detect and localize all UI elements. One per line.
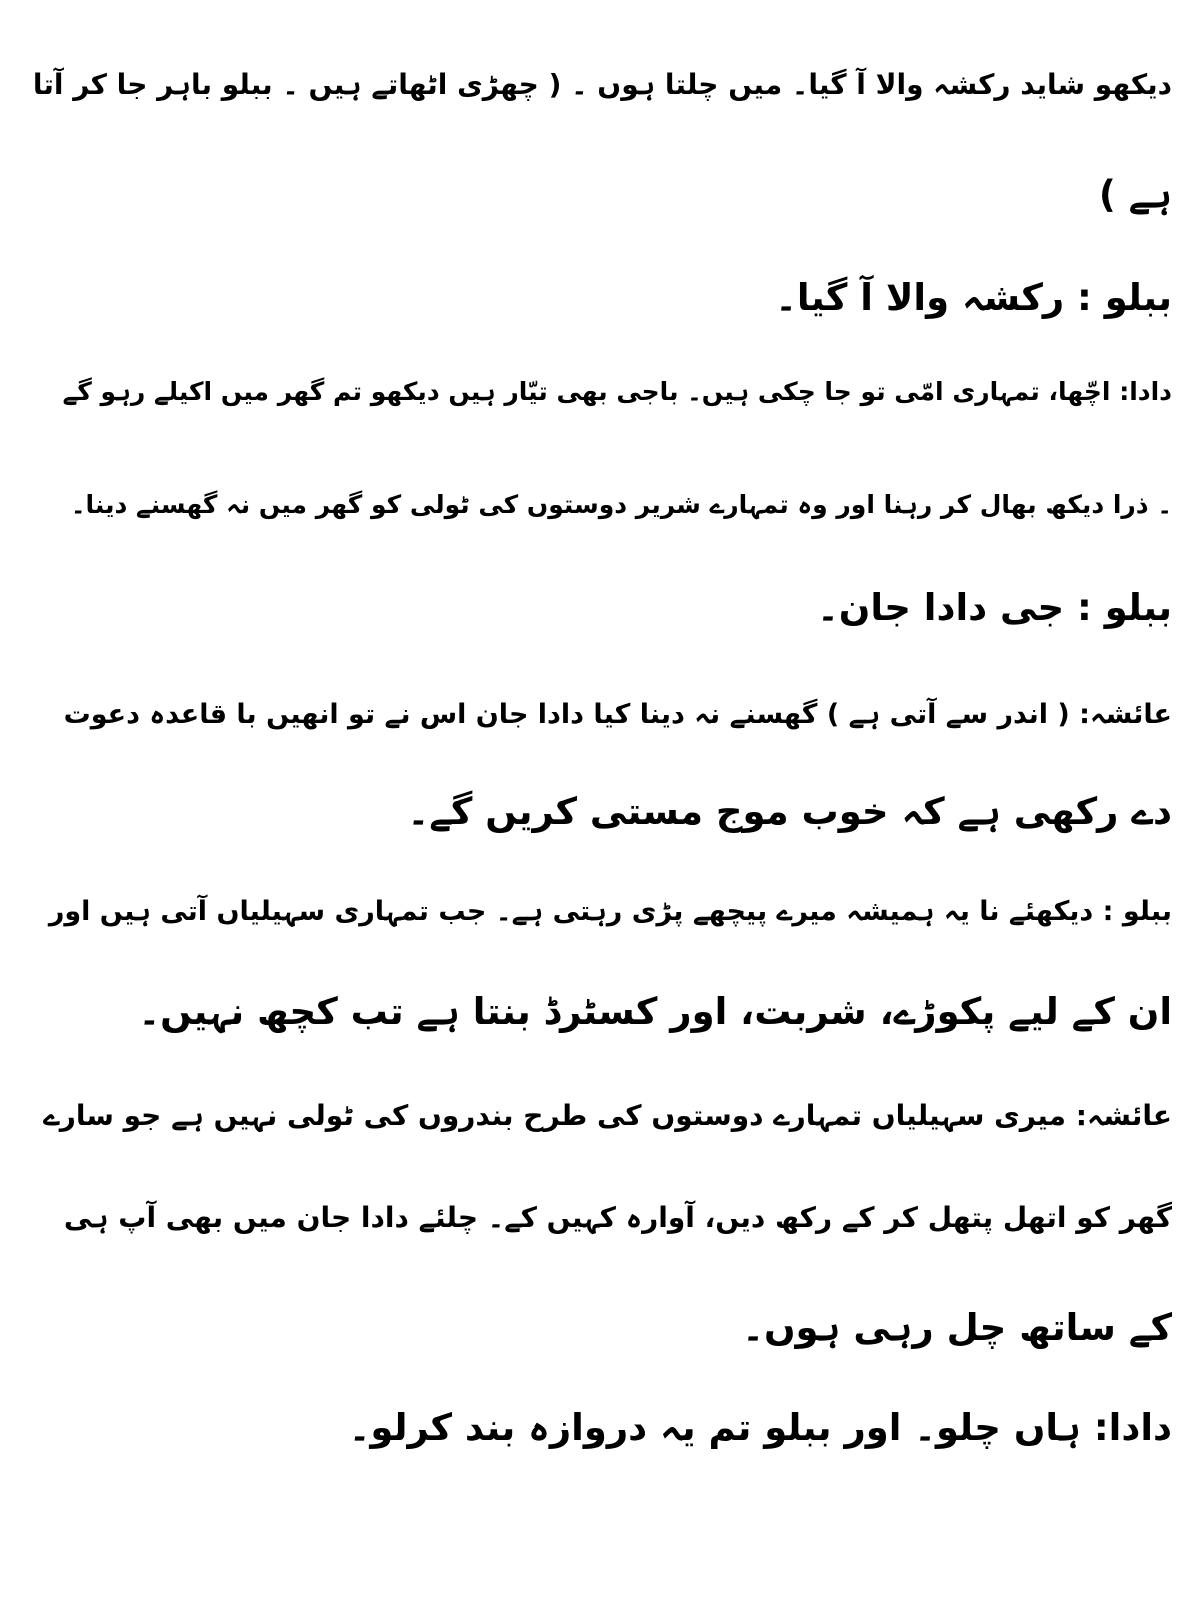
text-line: عائشہ: میری سہیلیاں تمہارے دوستوں کی طرح بندروں کی ٹولی نہیں ہے جو سارے [43, 1099, 1172, 1132]
text-line: دیکھو شاید رکشہ والا آ گیا۔ میں چلتا ہوں ۔ ( چھڑی اٹھاتے ہیں ۔ ببلو باہر جا کر آتا [32, 68, 1172, 101]
text-line: دادا: اچّھا، تمہاری امّی تو جا چکی ہیں۔ باجی بھی تیّار ہیں دیکھو تم گھر میں اکیلے رہو گے [62, 377, 1172, 406]
text-line: ان کے لیے پکوڑے، شربت، اور کسٹرڈ بنتا ہے تب کچھ نہیں۔ [138, 990, 1172, 1033]
text-line: ببلو : دیکھئے نا یہ ہمیشہ میرے پیچھے پڑی رہتی ہے۔ جب تمہاری سہیلیاں آتی ہیں اور [48, 896, 1172, 927]
text-line: ببلو : رکشہ والا آ گیا۔ [775, 276, 1172, 319]
text-line: ہے ) [1098, 173, 1172, 216]
text-line: کے ساتھ چل رہی ہوں۔ [742, 1306, 1172, 1349]
text-line: عائشہ: ( اندر سے آتی ہے ) گھسنے نہ دینا کیا دادا جان اس نے تو انھیں با قاعدہ دعوت [63, 699, 1172, 730]
text-line: ببلو : جی دادا جان۔ [817, 586, 1172, 629]
text-line: ۔ ذرا دیکھ بھال کر رہنا اور وہ تمہارے شریر دوستوں کی ٹولی کو گھر میں نہ گھسنے دینا۔ [70, 490, 1172, 519]
text-line: دادا: ہاں چلو۔ اور ببلو تم یہ دروازہ بند کرلو۔ [348, 1406, 1172, 1449]
text-line: دے رکھی ہے کہ خوب موج مستی کریں گے۔ [407, 790, 1172, 833]
text-line: گھر کو اتھل پتھل کر کے رکھ دیں، آوارہ کہیں کے۔ چلئے دادا جان میں بھی آپ ہی [63, 1201, 1172, 1234]
